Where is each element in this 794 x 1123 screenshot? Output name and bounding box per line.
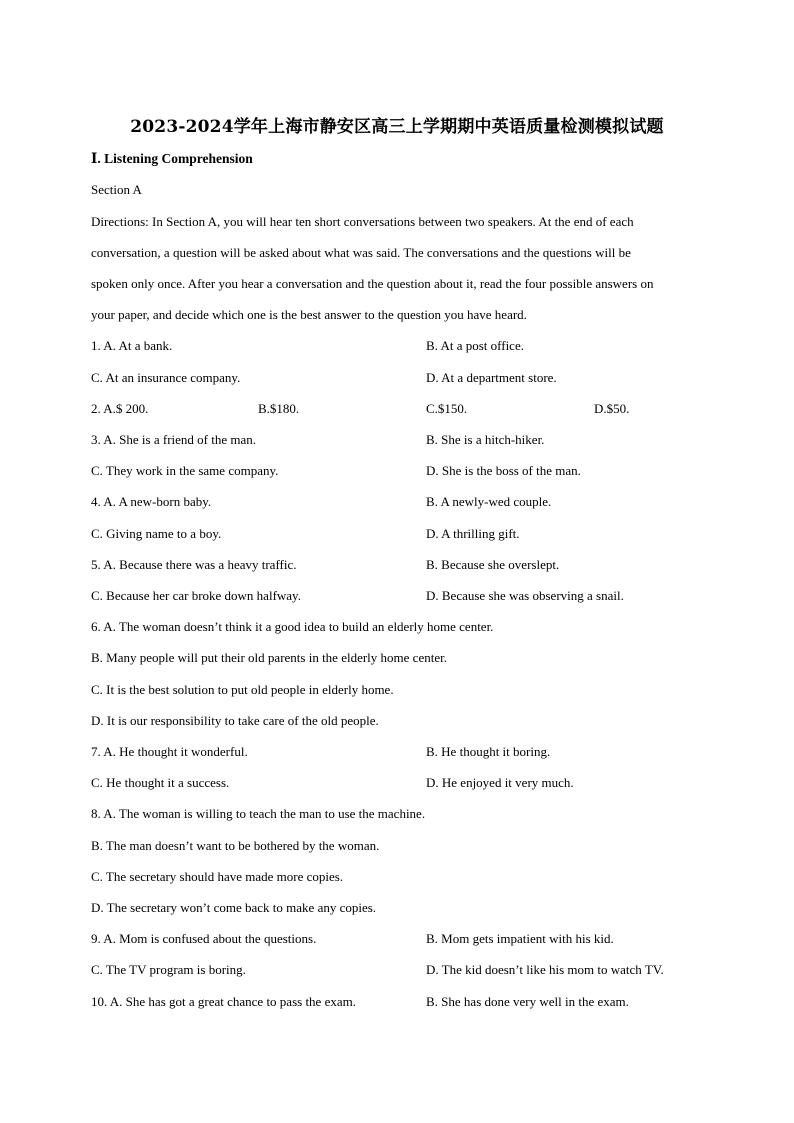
q2-option-d: D.$50. [594, 401, 630, 416]
q3-option-b: B. She is a hitch-hiker. [426, 432, 545, 447]
q2-option-b: B.$180. [258, 401, 300, 416]
q8-option-c: C. The secretary should have made more copies. [91, 869, 344, 884]
q1-option-d: D. At a department store. [426, 370, 557, 385]
directions-line: spoken only once. After you hear a conversation and the question about it, read the four possible answers on [91, 276, 654, 291]
q10-option-a: 10. A. She has got a great chance to pass the exam. [91, 994, 356, 1009]
q3-option-c: C. They work in the same company. [91, 463, 279, 478]
q1-option-a: 1. A. At a bank. [91, 338, 173, 353]
q6-option-a: 6. A. The woman doesn’t think it a good idea to build an elderly home center. [91, 619, 494, 634]
q1-option-b: B. At a post office. [426, 338, 524, 353]
q4-option-c: C. Giving name to a boy. [91, 526, 222, 541]
q8-option-a: 8. A. The woman is willing to teach the man to use the machine. [91, 806, 426, 821]
q5-option-c: C. Because her car broke down halfway. [91, 588, 301, 603]
q6-option-d: D. It is our responsibility to take care of the old people. [91, 713, 379, 728]
q7-option-a: 7. A. He thought it wonderful. [91, 744, 248, 759]
q6-option-c: C. It is the best solution to put old people in elderly home. [91, 682, 394, 697]
q1-option-c: C. At an insurance company. [91, 370, 241, 385]
directions-line: your paper, and decide which one is the best answer to the question you have heard. [91, 307, 527, 322]
q7-option-d: D. He enjoyed it very much. [426, 775, 574, 790]
q2-option-a: 2. A.$ 200. [91, 401, 149, 416]
q5-option-a: 5. A. Because there was a heavy traffic. [91, 557, 297, 572]
q7-option-c: C. He thought it a success. [91, 775, 230, 790]
q9-option-b: B. Mom gets impatient with his kid. [426, 931, 614, 946]
q3-option-a: 3. A. She is a friend of the man. [91, 432, 256, 447]
q5-option-b: B. Because she overslept. [426, 557, 560, 572]
q4-option-b: B. A newly-wed couple. [426, 494, 552, 509]
part-heading: Ⅰ. Listening Comprehension [91, 151, 253, 166]
q4-option-d: D. A thrilling gift. [426, 526, 520, 541]
directions-line: Directions: In Section A, you will hear ten short conversations between two speakers. At the end of each [91, 214, 634, 229]
q7-option-b: B. He thought it boring. [426, 744, 551, 759]
q4-option-a: 4. A. A new-born baby. [91, 494, 212, 509]
q2-option-c: C.$150. [426, 401, 468, 416]
q9-option-a: 9. A. Mom is confused about the questions. [91, 931, 317, 946]
q5-option-d: D. Because she was observing a snail. [426, 588, 624, 603]
q10-option-b: B. She has done very well in the exam. [426, 994, 629, 1009]
q9-option-c: C. The TV program is boring. [91, 962, 246, 977]
page-title: 2023-2024学年上海市静安区高三上学期期中英语质量检测模拟试题 [130, 117, 664, 137]
q9-option-d: D. The kid doesn’t like his mom to watch TV. [426, 962, 664, 977]
directions-line: conversation, a question will be asked about what was said. The conversations and the questions will be [91, 245, 631, 260]
q6-option-b: B. Many people will put their old parents in the elderly home center. [91, 650, 447, 665]
q8-option-d: D. The secretary won’t come back to make any copies. [91, 900, 377, 915]
q8-option-b: B. The man doesn’t want to be bothered by the woman. [91, 838, 380, 853]
section-label: Section A [91, 182, 142, 197]
q3-option-d: D. She is the boss of the man. [426, 463, 581, 478]
